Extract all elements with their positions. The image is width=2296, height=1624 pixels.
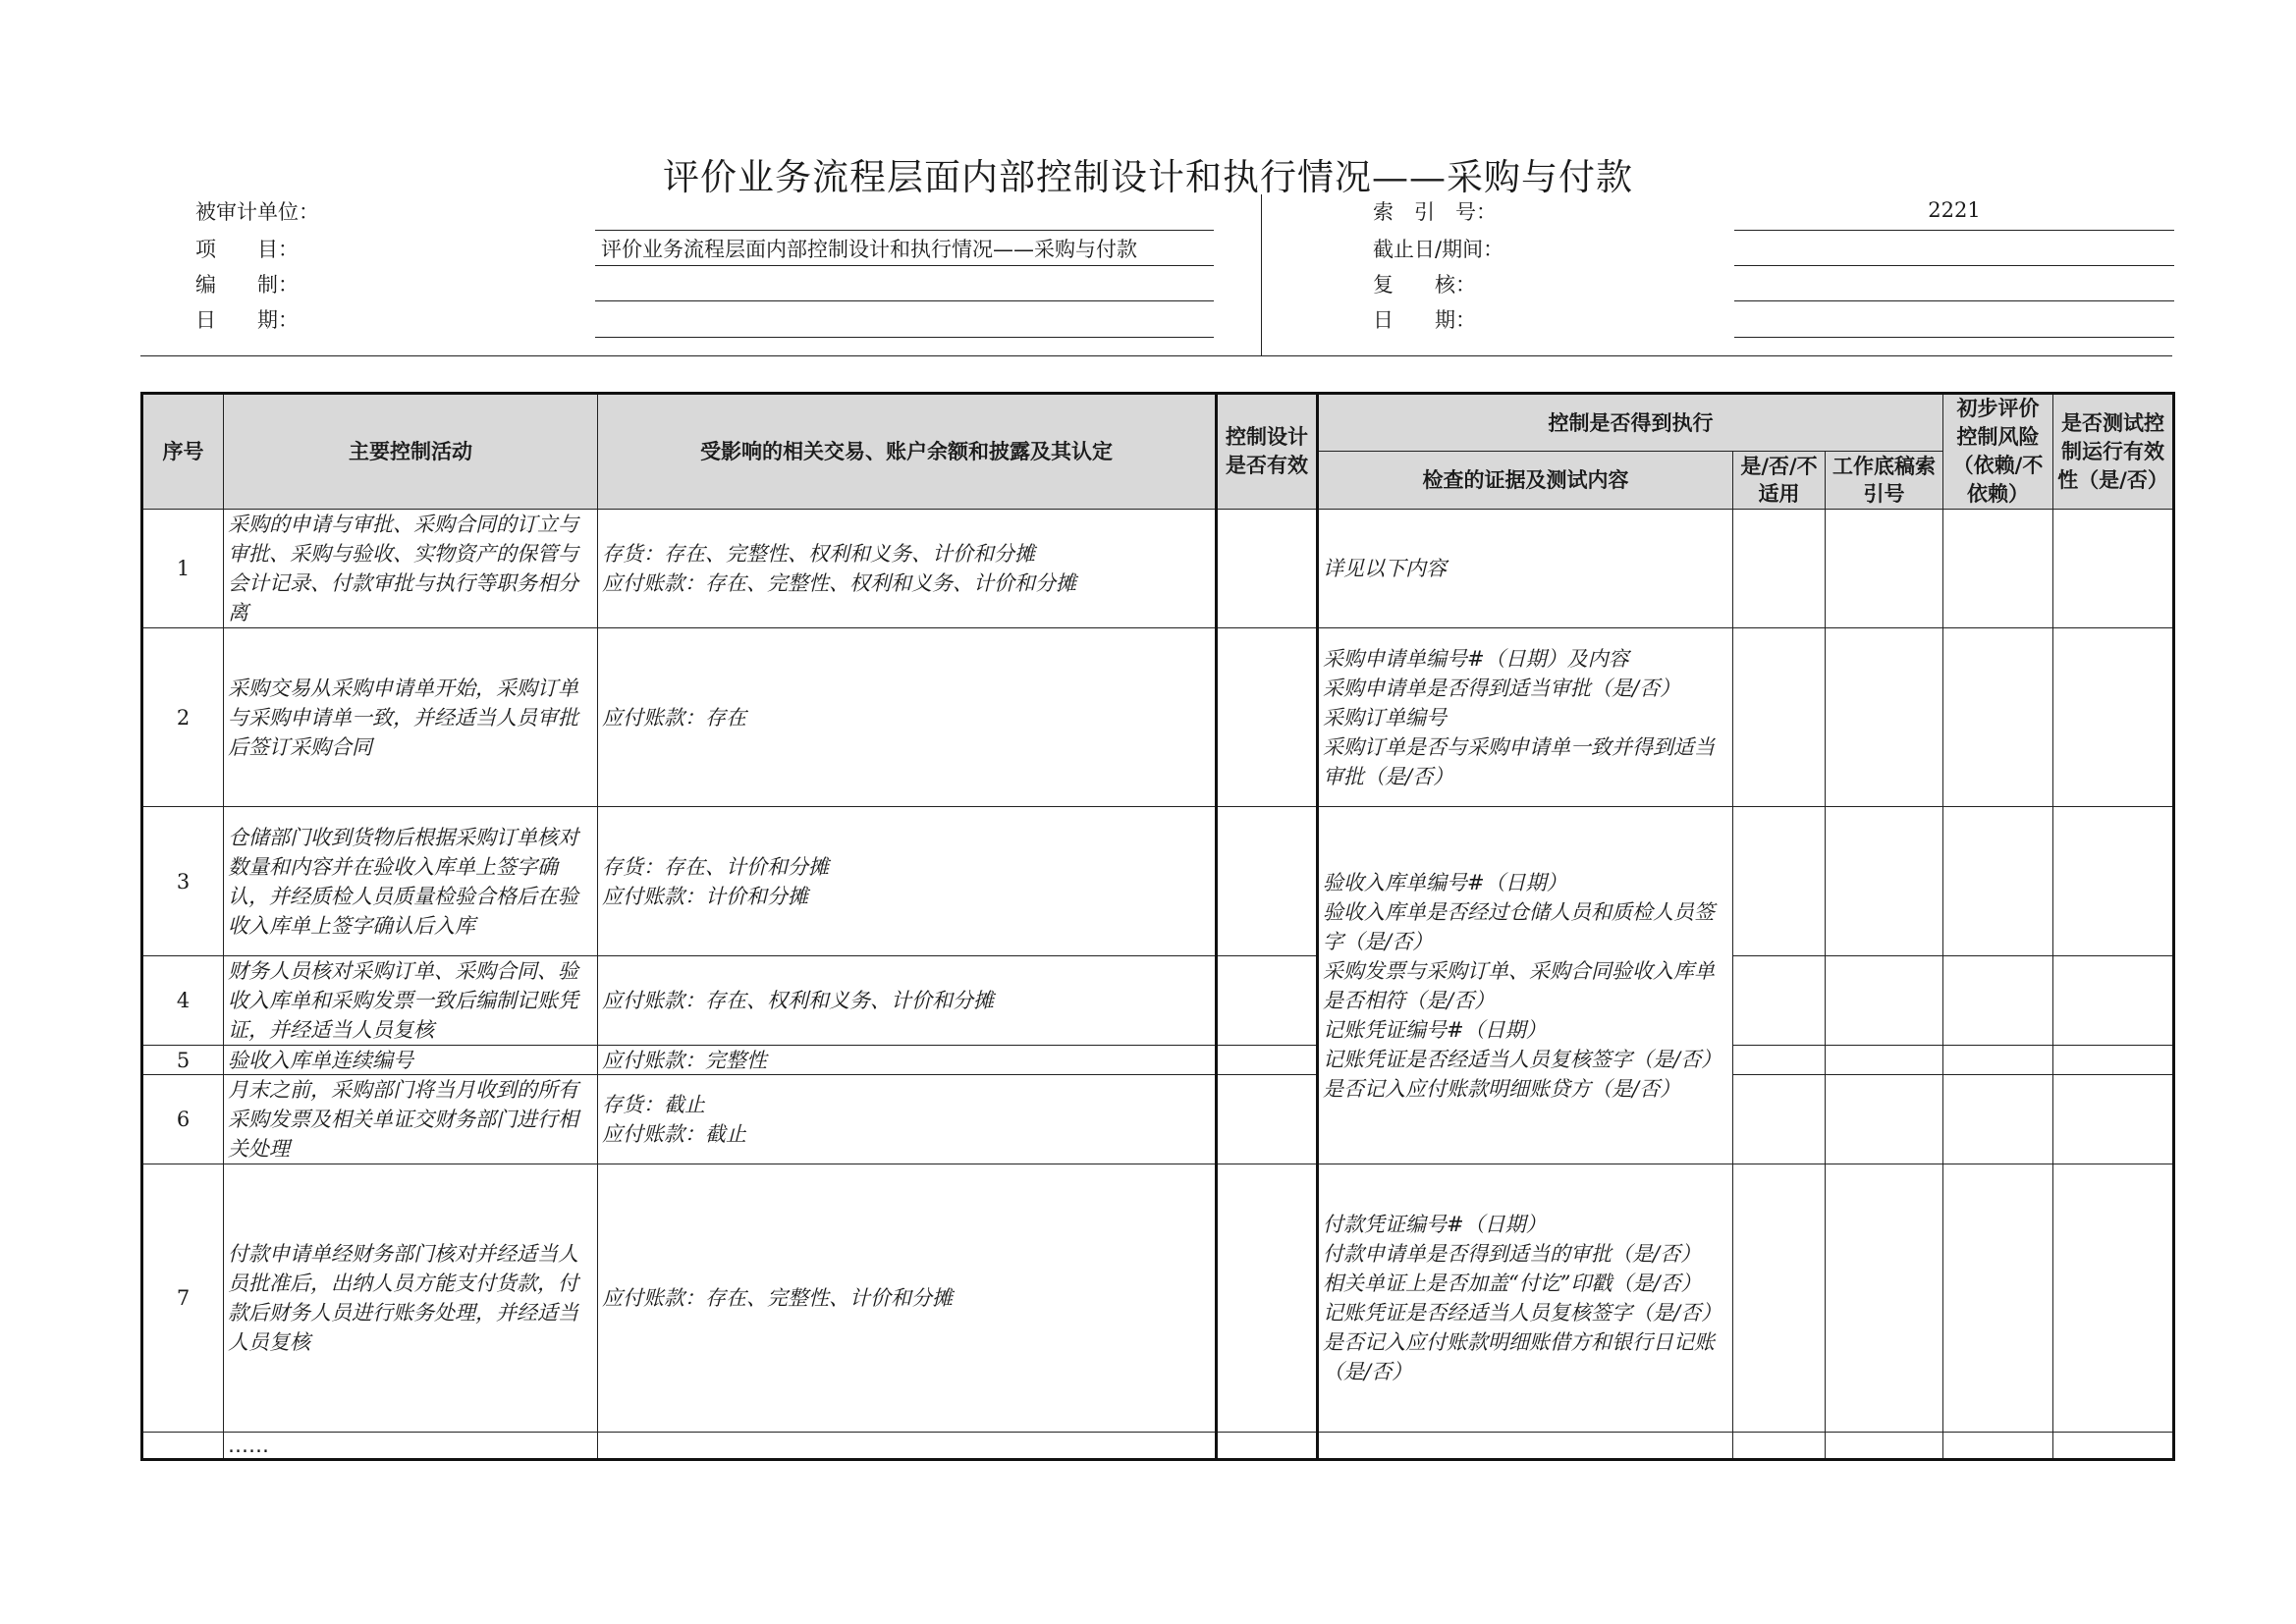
- row-seq: 4: [142, 956, 224, 1046]
- row-evidence-merged: 验收入库单编号#（日期） 验收入库单是否经过仓储人员和质检人员签字（是/否） 采购发票与采购订单、采购合同验收入库单是否相符（是/否） 记账凭证编号#（日期） 记账凭证是否经适当人员复核签字（是/否） 是否记入应付账款明细账贷方（是/否）: [1318, 807, 1733, 1164]
- risk-cell[interactable]: [1943, 1046, 2053, 1075]
- test-cell[interactable]: [2053, 628, 2174, 807]
- row-assertion: 应付账款：存在、权利和义务、计价和分摊: [598, 956, 1217, 1046]
- risk-cell[interactable]: [1943, 1075, 2053, 1164]
- date-left-field[interactable]: [595, 337, 1214, 338]
- header-ref: 工作底稿索引号: [1826, 452, 1943, 510]
- header-label-reviewer: 复 核：: [1373, 273, 1476, 297]
- row-seq: 1: [142, 510, 224, 628]
- preparer-field[interactable]: [595, 300, 1214, 301]
- ref-cell[interactable]: [1826, 1075, 1943, 1164]
- table-row: [142, 1075, 2174, 1164]
- row-activity: 付款申请单经财务部门核对并经适当人员批准后，出纳人员方能支付货款，付款后财务人员进行账务处理，并经适当人员复核: [224, 1164, 598, 1433]
- test-cell[interactable]: [2053, 1433, 2174, 1460]
- header-label-auditee: 被审计单位：: [195, 200, 319, 224]
- row-assertion: 存货：存在、计价和分摊 应付账款：计价和分摊: [598, 807, 1217, 956]
- header-activity: 主要控制活动: [224, 394, 598, 510]
- row-evidence: 采购申请单编号#（日期）及内容 采购申请单是否得到适当审批（是/否） 采购订单编号 采购订单是否与采购申请单一致并得到适当审批（是/否）: [1318, 628, 1733, 807]
- yesno-cell[interactable]: [1733, 1075, 1826, 1164]
- risk-cell[interactable]: [1943, 510, 2053, 628]
- yesno-cell[interactable]: [1733, 510, 1826, 628]
- test-cell[interactable]: [2053, 1075, 2174, 1164]
- table-row: [142, 628, 2174, 807]
- test-cell[interactable]: [2053, 807, 2174, 956]
- header-label-index: 索 引 号：: [1373, 200, 1497, 224]
- test-cell[interactable]: [2053, 956, 2174, 1046]
- row-seq: 5: [142, 1046, 224, 1075]
- header-executed: 控制是否得到执行: [1318, 394, 1943, 452]
- test-cell[interactable]: [2053, 510, 2174, 628]
- header-label-preparer: 编 制：: [195, 273, 299, 297]
- table-row: [142, 1164, 2174, 1433]
- header-label-project: 项 目：: [195, 238, 299, 261]
- row-activity: 采购交易从采购申请单开始，采购订单与采购申请单一致，并经适当人员审批后签订采购合同: [224, 628, 598, 807]
- auditee-field[interactable]: [595, 230, 1214, 231]
- row-assertion: 应付账款：存在、完整性、计价和分摊: [598, 1164, 1217, 1433]
- risk-cell[interactable]: [1943, 956, 2053, 1046]
- yesno-cell[interactable]: [1733, 807, 1826, 956]
- index-number-value: 2221: [1928, 198, 1981, 222]
- reviewer-field[interactable]: [1734, 300, 2174, 301]
- row-activity: 财务人员核对采购订单、采购合同、验收入库单和采购发票一致后编制记账凭证，并经适当人员复核: [224, 956, 598, 1046]
- header-label-date-left: 日 期：: [195, 308, 299, 332]
- yesno-cell[interactable]: [1733, 628, 1826, 807]
- row-seq: 7: [142, 1164, 224, 1433]
- ref-cell[interactable]: [1826, 510, 1943, 628]
- project-field-value: 评价业务流程层面内部控制设计和执行情况——采购与付款: [601, 238, 1137, 261]
- index-number-field[interactable]: [1734, 230, 2174, 231]
- control-evaluation-table: [140, 392, 2175, 1461]
- design-cell[interactable]: [1217, 628, 1318, 807]
- design-cell[interactable]: [1217, 1433, 1318, 1460]
- row-assertion: 存货：截止 应付账款：截止: [598, 1075, 1217, 1164]
- row-assertion: 应付账款：完整性: [598, 1046, 1217, 1075]
- row-activity: 验收入库单连续编号: [224, 1046, 598, 1075]
- row-ellipsis: ……: [224, 1433, 598, 1460]
- project-field[interactable]: [595, 265, 1214, 266]
- header-bottom-rule: [140, 355, 2172, 356]
- ref-cell[interactable]: [1826, 628, 1943, 807]
- table-row-continuation: [142, 1433, 2174, 1460]
- row-evidence: 详见以下内容: [1318, 510, 1733, 628]
- row-activity: 月末之前，采购部门将当月收到的所有采购发票及相关单证交财务部门进行相关处理: [224, 1075, 598, 1164]
- row-assertion-empty: [598, 1433, 1217, 1460]
- table-row: [142, 510, 2174, 628]
- design-cell[interactable]: [1217, 1164, 1318, 1433]
- header-yesno: 是/否/不适用: [1733, 452, 1826, 510]
- design-cell[interactable]: [1217, 510, 1318, 628]
- ref-cell[interactable]: [1826, 1164, 1943, 1433]
- risk-cell[interactable]: [1943, 1164, 2053, 1433]
- header-label-date-right: 日 期：: [1373, 308, 1476, 332]
- row-seq: 2: [142, 628, 224, 807]
- test-cell[interactable]: [2053, 1046, 2174, 1075]
- risk-cell[interactable]: [1943, 628, 2053, 807]
- evidence-cell[interactable]: [1318, 1433, 1733, 1460]
- ref-cell[interactable]: [1826, 1046, 1943, 1075]
- row-seq: 3: [142, 807, 224, 956]
- design-cell[interactable]: [1217, 1046, 1318, 1075]
- date-right-field[interactable]: [1734, 337, 2174, 338]
- table-row: [142, 807, 2174, 956]
- row-activity: 采购的申请与审批、采购合同的订立与审批、采购与验收、实物资产的保管与会计记录、付款审批与执行等职务相分离: [224, 510, 598, 628]
- period-field[interactable]: [1734, 265, 2174, 266]
- header-test: 是否测试控制运行有效性（是/否）: [2053, 394, 2174, 510]
- yesno-cell[interactable]: [1733, 956, 1826, 1046]
- design-cell[interactable]: [1217, 807, 1318, 956]
- header-seq: 序号: [142, 394, 224, 510]
- header-risk: 初步评价控制风险（依赖/不依赖）: [1943, 394, 2053, 510]
- design-cell[interactable]: [1217, 956, 1318, 1046]
- design-cell[interactable]: [1217, 1075, 1318, 1164]
- header-assertion: 受影响的相关交易、账户余额和披露及其认定: [598, 394, 1217, 510]
- header-evidence: 检查的证据及测试内容: [1318, 452, 1733, 510]
- yesno-cell[interactable]: [1733, 1046, 1826, 1075]
- yesno-cell[interactable]: [1733, 1164, 1826, 1433]
- risk-cell[interactable]: [1943, 807, 2053, 956]
- table-row: [142, 1046, 2174, 1075]
- row-assertion: 应付账款：存在: [598, 628, 1217, 807]
- test-cell[interactable]: [2053, 1164, 2174, 1433]
- ref-cell[interactable]: [1826, 956, 1943, 1046]
- row-seq-empty: [142, 1433, 224, 1460]
- row-seq: 6: [142, 1075, 224, 1164]
- yesno-cell[interactable]: [1733, 1433, 1826, 1460]
- page-title: 评价业务流程层面内部控制设计和执行情况——采购与付款: [663, 156, 1633, 198]
- risk-cell[interactable]: [1943, 1433, 2053, 1460]
- ref-cell[interactable]: [1826, 1433, 1943, 1460]
- row-assertion: 存货：存在、完整性、权利和义务、计价和分摊 应付账款：存在、完整性、权利和义务、计价和分摊: [598, 510, 1217, 628]
- header-divider: [1261, 194, 1262, 355]
- row-activity: 仓储部门收到货物后根据采购订单核对数量和内容并在验收入库单上签字确认，并经质检人员质量检验合格后在验收入库单上签字确认后入库: [224, 807, 598, 956]
- ref-cell[interactable]: [1826, 807, 1943, 956]
- header-design: 控制设计是否有效: [1217, 394, 1318, 510]
- row-evidence: 付款凭证编号#（日期） 付款申请单是否得到适当的审批（是/否） 相关单证上是否加盖“付讫”印戳（是/否） 记账凭证是否经适当人员复核签字（是/否） 是否记入应付账款明细账借方和银行日记账（是/否）: [1318, 1164, 1733, 1433]
- table-row: [142, 956, 2174, 1046]
- header-label-period: 截止日/期间：: [1373, 238, 1504, 261]
